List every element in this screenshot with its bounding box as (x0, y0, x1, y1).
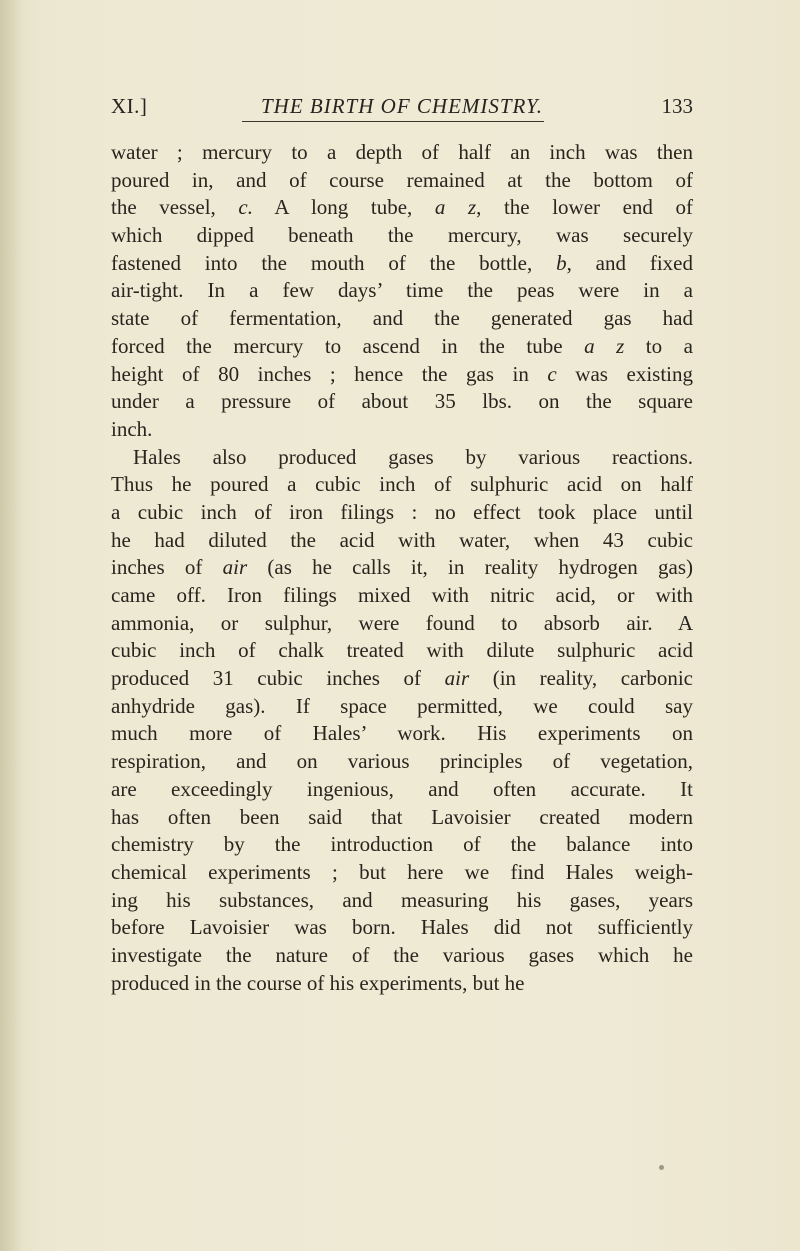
italic-text: b (556, 250, 567, 275)
text-segment: the vessel, (111, 195, 239, 220)
italic-text: air (444, 666, 470, 691)
text-segment: fastened into the mouth of the bottle, (111, 250, 557, 275)
text-segment: respiration, and on various principles of vegetation, (111, 749, 693, 774)
text-line (111, 527, 693, 555)
italic-text: air (222, 555, 248, 580)
paper-speck (659, 1165, 664, 1170)
text-segment: which dipped beneath the mercury, was securely (111, 223, 693, 248)
text-segment: air-tight. In a few days’ time the peas were in a (111, 278, 693, 303)
text-line (111, 333, 693, 361)
text-segment: are exceedingly ingenious, and often accurate. It (111, 776, 693, 801)
text-segment: , and fixed (566, 250, 693, 275)
text-line (111, 582, 693, 610)
text-line (111, 416, 693, 444)
text-segment: state of fermentation, and the generated gas had (111, 306, 693, 331)
text-segment: (in reality, carbonic (469, 666, 693, 691)
text-line (111, 665, 693, 693)
text-segment: to a (624, 333, 693, 358)
text-line (111, 859, 693, 887)
text-segment: he had diluted the acid with water, when 43 cubic (111, 527, 693, 552)
text-line (111, 499, 693, 527)
text-segment: poured in, and of course remained at the bottom of (111, 167, 693, 192)
text-segment: a cubic inch of iron filings : no effect took place until (111, 499, 693, 524)
text-line (111, 942, 693, 970)
text-line (111, 194, 693, 222)
text-segment: was existing (556, 361, 693, 386)
text-line (111, 970, 693, 998)
text-segment: much more of Hales’ work. His experiments on (111, 721, 693, 746)
text-line (111, 471, 693, 499)
text-segment: produced in the course of his experiments, but he (111, 970, 525, 995)
text-line (111, 776, 693, 804)
text-segment: under a pressure of about 35 lbs. on the square (111, 389, 693, 414)
text-segment: cubic inch of chalk treated with dilute sulphuric acid (111, 638, 693, 663)
text-line (111, 250, 693, 278)
running-title: THE BIRTH OF CHEMISTRY. (260, 94, 544, 118)
text-segment: anhydride gas). If space permitted, we could say (111, 693, 693, 718)
text-line (111, 804, 693, 832)
text-segment: came off. Iron filings mixed with nitric acid, or with (111, 583, 693, 607)
text-segment: Thus he poured a cubic inch of sulphuric acid on half (111, 472, 693, 497)
text-segment: water ; mercury to a depth of half an inch was then (111, 140, 693, 164)
text-segment: produced 31 cubic inches of (111, 666, 445, 691)
text-line (111, 914, 693, 942)
text-line (111, 277, 693, 305)
text-segment: forced the mercury to ascend in the tube (111, 333, 585, 358)
body-text (111, 139, 693, 997)
binding-shadow (0, 0, 24, 1251)
text-line (111, 637, 693, 665)
chapter-marker: XI.] (111, 94, 148, 118)
text-line (111, 361, 693, 389)
text-line (111, 222, 693, 250)
text-line (111, 831, 693, 859)
text-line (111, 610, 693, 638)
text-segment: (as he calls it, in reality hydrogen gas) (247, 555, 693, 580)
text-segment: A long tube, (252, 195, 435, 220)
text-line (111, 748, 693, 776)
text-line (111, 167, 693, 195)
text-line (111, 305, 693, 333)
text-segment: , the lower end of (476, 195, 693, 220)
text-line (111, 887, 693, 915)
text-segment: chemical experiments ; but here we find Hales weigh- (111, 859, 693, 884)
italic-text: c (547, 361, 557, 386)
text-line (111, 693, 693, 721)
text-segment: before Lavoisier was born. Hales did not sufficiently (111, 915, 693, 940)
text-line (111, 388, 693, 416)
text-segment: inch. (111, 416, 153, 441)
page-number: 133 (661, 94, 693, 118)
text-segment: height of 80 inches ; hence the gas in (111, 361, 548, 386)
text-line (111, 444, 693, 472)
text-line (111, 139, 693, 167)
text-segment: inches of (111, 555, 223, 580)
italic-text: c. (238, 195, 253, 220)
text-segment: chemistry by the introduction of the balance into (111, 832, 693, 857)
italic-text: a z (434, 195, 477, 220)
text-segment: has often been said that Lavoisier created modern (111, 804, 693, 829)
italic-text: a z (584, 333, 625, 358)
text-line (111, 720, 693, 748)
header-rule (242, 121, 544, 122)
text-segment: ammonia, or sulphur, were found to absorb air. A (111, 610, 693, 635)
text-line (111, 554, 693, 582)
text-segment: investigate the nature of the various gases which he (111, 942, 693, 967)
text-segment: Hales also produced gases by various reactions. (133, 444, 693, 469)
text-segment: ing his substances, and measuring his gases, years (111, 887, 693, 912)
